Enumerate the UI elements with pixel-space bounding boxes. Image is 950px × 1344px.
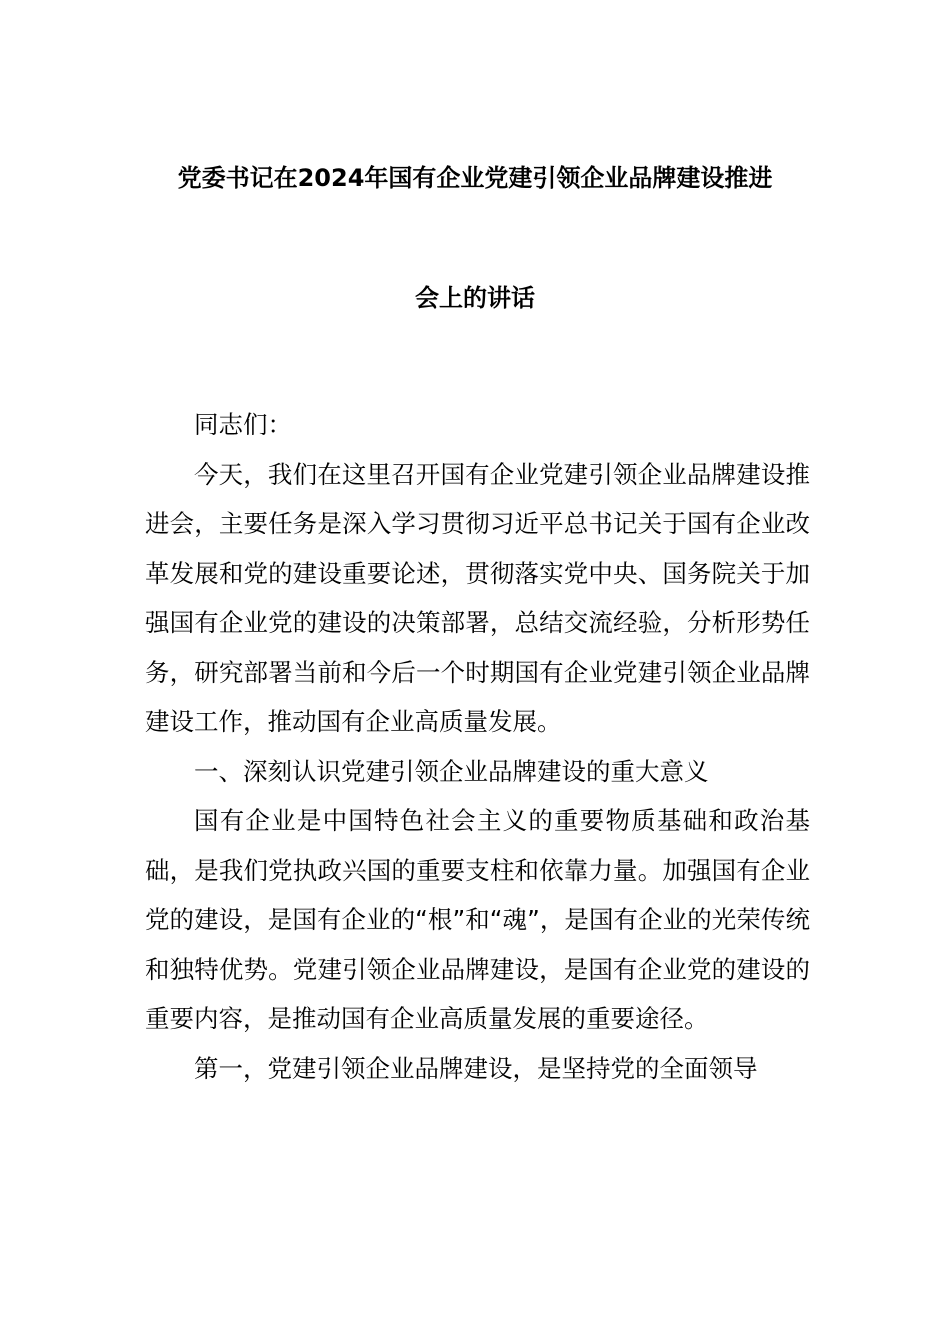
body-paragraph: 第一，党建引领企业品牌建设，是坚持党的全面领导 — [194, 1053, 758, 1083]
salutation: 同志们： — [194, 410, 292, 439]
body-paragraph: 国有企业是中国特色社会主义的重要物质基础和政治基础，是我们党执政兴国的重要支柱和依靠力量。加强国有企业党的建设，是国有企业的“根”和“魂”，是国有企业的光荣传统和独特优势。党建引领企业品牌建设，是国有企业党的建设的重要内容，是推动国有企业高质量发展的重要途径。 — [145, 806, 810, 1033]
document-title-line-1: 党委书记在2024年国有企业党建引领企业品牌建设推进 — [177, 164, 773, 192]
document-title-line-2: 会上的讲话 — [415, 284, 535, 312]
body-paragraph: 今天，我们在这里召开国有企业党建引领企业品牌建设推进会，主要任务是深入学习贯彻习近平总书记关于国有企业改革发展和党的建设重要论述，贯彻落实党中央、国务院关于加强国有企业党的建设的决策部署，总结交流经验，分析形势任务，研究部署当前和今后一个时期国有企业党建引领企业品牌建设工作，推动国有企业高质量发展。 — [145, 459, 810, 736]
document-body — [145, 400, 810, 1093]
section-heading: 一、深刻认识党建引领企业品牌建设的重大意义 — [194, 756, 709, 786]
